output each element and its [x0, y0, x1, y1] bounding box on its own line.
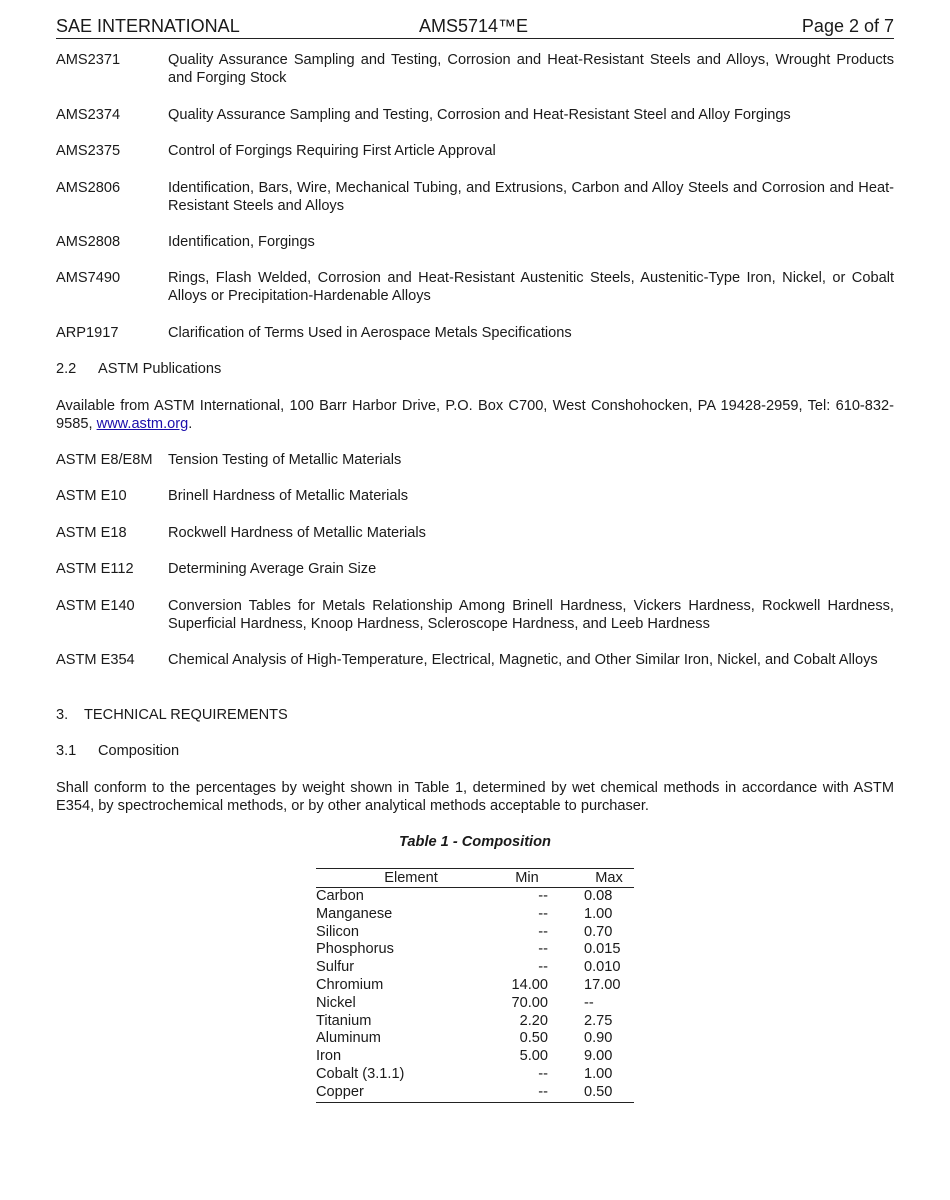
section-number: 2.2	[56, 361, 77, 377]
cell-max: 0.90	[584, 1030, 613, 1047]
reference-code: ARP1917	[56, 325, 119, 341]
astm-availability-paragraph	[56, 397, 894, 433]
table-header-row	[316, 869, 634, 888]
reference-code: ASTM E10	[56, 488, 127, 504]
cell-min: --	[506, 1084, 548, 1102]
reference-code: ASTM E112	[56, 561, 134, 577]
cell-max: 1.00	[584, 1065, 613, 1082]
cell-max: 2.75	[584, 1012, 613, 1029]
section-number: 3.1	[56, 743, 77, 759]
reference-entry	[56, 324, 894, 342]
reference-entry	[56, 524, 894, 542]
table-caption: Table 1 - Composition	[399, 834, 551, 850]
section-number: 3.	[56, 707, 69, 723]
table-row	[316, 977, 634, 995]
reference-entry	[56, 233, 894, 251]
table-row	[316, 941, 634, 959]
availability-end: .	[188, 416, 193, 432]
reference-code: AMS7490	[56, 270, 121, 286]
table-row	[316, 1066, 634, 1084]
reference-title: Rings, Flash Welded, Corrosion and Heat-Resistant Austenitic Steels, Austenitic-Type Iron, Nickel, or Cobalt Alloys or Precipitation-Hardenable Alloys	[168, 270, 894, 304]
reference-title: Quality Assurance Sampling and Testing, Corrosion and Heat-Resistant Steels and Alloys, Wrought Products and Forging Stock	[168, 52, 894, 86]
availability-text: Available from ASTM International, 100 Barr Harbor Drive, P.O. Box C700, West Conshohocken, PA 19428-2959, Tel: 610-832-9585,	[56, 398, 894, 432]
cell-max: 17.00	[584, 976, 621, 993]
cell-element: Manganese	[316, 905, 393, 922]
astm-website-link[interactable]: www.astm.org	[96, 416, 189, 432]
cell-element: Aluminum	[316, 1030, 381, 1047]
section-heading-3	[56, 706, 288, 724]
reference-title: Control of Forgings Requiring First Article Approval	[168, 143, 496, 159]
cell-min: 5.00	[519, 1048, 548, 1065]
section-title: ASTM Publications	[98, 361, 222, 377]
reference-title: Conversion Tables for Metals Relationship Among Brinell Hardness, Vickers Hardness, Rockwell Hardness, Superficial Hardness, Knoop Hardness, Scleroscope Hardness, and Leeb Hardness	[168, 598, 894, 632]
cell-min: 14.00	[511, 976, 548, 993]
header-page-number: Page 2 of 7	[801, 16, 894, 36]
column-header-element: Element	[316, 869, 506, 888]
reference-entry	[56, 560, 894, 578]
reference-code: AMS2374	[56, 107, 121, 123]
reference-entry	[56, 269, 894, 305]
reference-entry	[56, 179, 894, 215]
reference-entry	[56, 106, 894, 124]
section-title: Composition	[98, 743, 180, 759]
cell-min: --	[538, 1065, 548, 1082]
column-header-max: Max	[584, 869, 634, 888]
cell-min: --	[538, 923, 548, 940]
cell-min: 2.20	[519, 1012, 548, 1029]
cell-max: 0.010	[584, 959, 621, 976]
cell-min: --	[538, 905, 548, 922]
composition-table	[316, 868, 634, 1103]
reference-entry	[56, 487, 894, 505]
reference-title: Tension Testing of Metallic Materials	[168, 452, 402, 468]
cell-max: 0.70	[584, 923, 613, 940]
cell-element: Copper	[316, 1084, 506, 1102]
cell-max: 0.015	[584, 941, 621, 958]
reference-code: ASTM E354	[56, 652, 135, 668]
reference-title: Clarification of Terms Used in Aerospace Metals Specifications	[168, 325, 572, 341]
table-row	[316, 906, 634, 924]
reference-entry	[56, 597, 894, 633]
cell-element: Silicon	[316, 923, 359, 940]
table-row	[316, 924, 634, 942]
reference-title: Quality Assurance Sampling and Testing, Corrosion and Heat-Resistant Steel and Alloy Forgings	[168, 107, 791, 123]
reference-title: Identification, Forgings	[168, 234, 315, 250]
reference-code: ASTM E8/E8M	[56, 452, 153, 468]
reference-code: AMS2375	[56, 143, 121, 159]
table-row	[316, 1048, 634, 1066]
reference-code: AMS2806	[56, 180, 121, 196]
cell-element: Nickel	[316, 994, 356, 1011]
cell-element: Carbon	[316, 888, 364, 904]
reference-entry	[56, 451, 894, 469]
cell-min: 0.50	[519, 1030, 548, 1047]
reference-code: ASTM E18	[56, 525, 127, 541]
reference-code: ASTM E140	[56, 598, 135, 614]
header-doc-number: AMS5714™E	[419, 16, 529, 36]
table-row	[316, 959, 634, 977]
table-row	[316, 888, 634, 906]
section-heading-3-1	[56, 742, 179, 760]
cell-min: --	[538, 941, 548, 958]
reference-entry	[56, 651, 894, 669]
cell-max: 1.00	[584, 905, 613, 922]
page-header	[56, 14, 894, 39]
cell-min: 70.00	[511, 994, 548, 1011]
cell-max: 0.08	[584, 888, 613, 904]
reference-entry	[56, 51, 894, 87]
reference-entry	[56, 142, 894, 160]
reference-code: AMS2371	[56, 52, 121, 68]
cell-min: --	[538, 888, 548, 904]
reference-title: Rockwell Hardness of Metallic Materials	[168, 525, 426, 541]
section-title: TECHNICAL REQUIREMENTS	[84, 707, 288, 723]
reference-title: Brinell Hardness of Metallic Materials	[168, 488, 409, 504]
cell-element: Chromium	[316, 976, 384, 993]
cell-max: --	[584, 994, 594, 1011]
reference-title: Identification, Bars, Wire, Mechanical Tubing, and Extrusions, Carbon and Alloy Steels and Corrosion and Heat-Resistant Steels and Alloys	[168, 180, 894, 214]
cell-max: 0.50	[584, 1084, 634, 1102]
table-row	[316, 1030, 634, 1048]
cell-min: --	[538, 959, 548, 976]
section-heading-2-2	[56, 360, 221, 378]
cell-element: Iron	[316, 1048, 342, 1065]
table-row	[316, 1013, 634, 1031]
table-row	[316, 995, 634, 1013]
cell-element: Cobalt (3.1.1)	[316, 1065, 405, 1082]
composition-paragraph: Shall conform to the percentages by weight shown in Table 1, determined by wet chemical methods in accordance with ASTM E354, by spectrochemical methods, or by other analytical methods acceptable to purchaser.	[56, 780, 894, 814]
cell-element: Sulfur	[316, 959, 355, 976]
cell-max: 9.00	[584, 1048, 613, 1065]
column-header-min: Min	[506, 869, 548, 888]
table-row	[316, 1084, 634, 1102]
reference-title: Determining Average Grain Size	[168, 561, 377, 577]
cell-element: Phosphorus	[316, 941, 394, 958]
cell-element: Titanium	[316, 1012, 372, 1029]
reference-title: Chemical Analysis of High-Temperature, Electrical, Magnetic, and Other Similar Iron, Nickel, and Cobalt Alloys	[168, 652, 878, 668]
reference-code: AMS2808	[56, 234, 121, 250]
header-org: SAE INTERNATIONAL	[56, 16, 240, 36]
